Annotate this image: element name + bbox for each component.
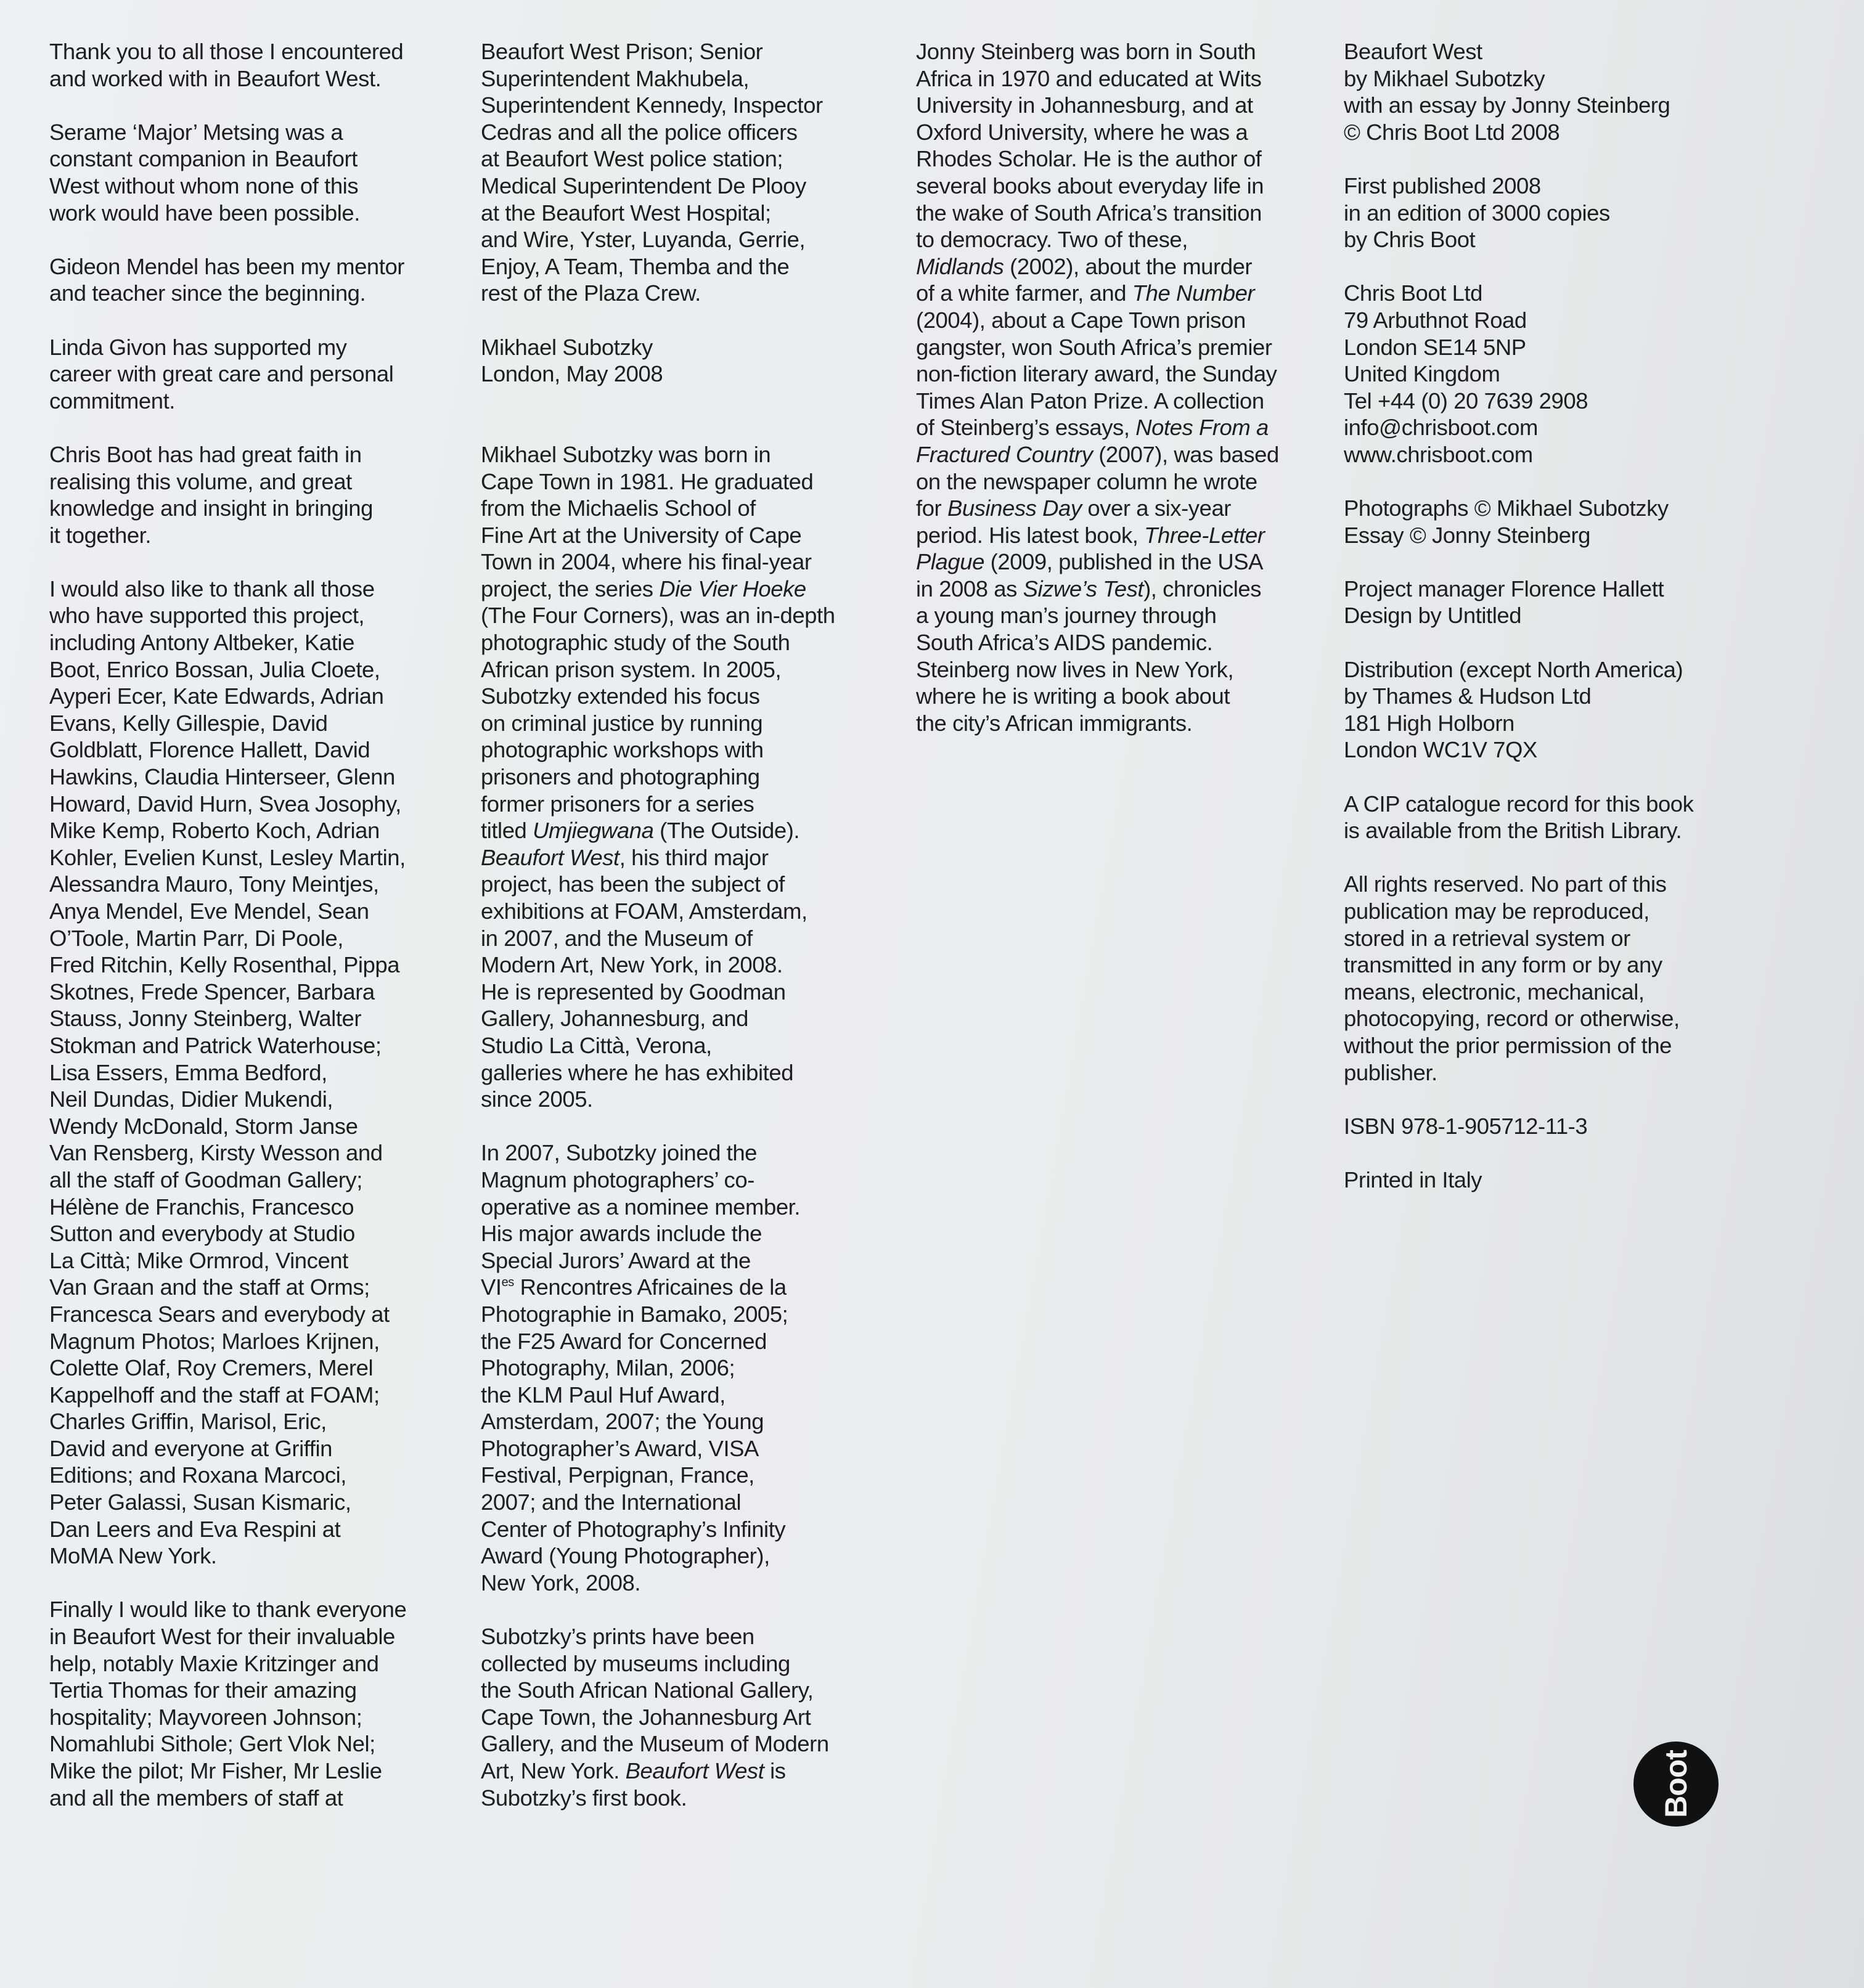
ack-paragraph-3: Gideon Mendel has been my mentor and teacher since the beginning. <box>49 253 405 306</box>
italic-three-letter-plague: Three-Letter Plague <box>916 522 1265 575</box>
bio3-text-a: Subotzky’s prints have been collected by museums including the South African National Gallery, Cape Town, the Johannesburg Art Gallery, and the Museum of Modern Art, New York. <box>481 1624 829 1783</box>
edition-info: First published 2008 in an edition of 3000 copies by Chris Boot <box>1344 173 1610 253</box>
acknowledgements-column <box>49 38 444 1811</box>
signature-place-date: London, May 2008 <box>481 361 663 387</box>
italic-midlands: Midlands <box>916 253 1004 279</box>
italic-notes-from-a-fractured-country: Notes From a Fractured Country <box>916 415 1269 467</box>
acknowledgements-continued-column <box>481 38 875 1811</box>
ack-continuation: Beaufort West Prison; Senior Superintendent Makhubela, Superintendent Kennedy, Inspector Cedras and all the police officers at Beaufort West police station; Medical Superintendent De Plooy at the Beaufort West Hospital; and Wire, Yster, Luyanda, Gerrie, Enjoy, A Team, Themba and the rest of the Plaza Crew. <box>481 39 823 306</box>
bio1-italic-beaufort-west: Beaufort West <box>481 844 619 870</box>
production-credits: Project manager Florence Hallett Design by Untitled <box>1344 576 1664 629</box>
boot-publisher-logo <box>1633 1742 1719 1827</box>
steinberg-text-c: (2004), about a Cape Town prison gangster, won South Africa’s premier non-fiction literary award, the Sunday Times Alan Paton Prize. A collection of Steinberg’s essays, <box>916 307 1277 441</box>
signature-name: Mikhael Subotzky <box>481 334 653 360</box>
ack-paragraph-1: Thank you to all those I encountered and worked with in Beaufort West. <box>49 39 404 91</box>
steinberg-text-e: over a six-year period. His latest book, <box>916 495 1231 548</box>
steinberg-bio-paragraph <box>916 38 1310 736</box>
bio1-text-a: Mikhael Subotzky was born in Cape Town in 1981. He graduated from the Michaelis School of Fine Art at the University of Cape Town in 2004, where his final-year project, the series <box>481 441 814 601</box>
boot-logo-text: Boot <box>1659 1750 1693 1818</box>
bio3-text-b: is Subotzky’s first book. <box>481 1758 786 1811</box>
bio1-italic-die-vier-hoeke: Die Vier Hoeke <box>659 576 806 601</box>
steinberg-text-d: (2007), was based on the newspaper column he wrote for <box>916 441 1279 521</box>
steinberg-text-b: (2002), about the murder of a white farmer, and <box>916 253 1253 306</box>
steinberg-bio-column <box>916 38 1310 736</box>
bio1-text-b: (The Four Corners), was an in-depth photographic study of the South African prison system. In 2005, Subotzky extended his focus on criminal justice by running photographic workshops with prisoners and photographing former prisoners for a series titled <box>481 603 835 844</box>
publication-details-column <box>1344 38 1837 1194</box>
steinberg-text-g: ), chronicles a young man’s journey through South Africa’s AIDS pandemic. Steinberg now lives in New York, where he is writing a book about the city’s African immigrants. <box>916 576 1262 736</box>
italic-the-number: The Number <box>1132 280 1255 306</box>
isbn: ISBN 978-1-905712-11-3 <box>1344 1113 1588 1139</box>
bio3-italic-beaufort-west: Beaufort West <box>625 1758 764 1783</box>
signature-block <box>481 334 875 388</box>
bio1-text-d: , his third major project, has been the subject of exhibitions at FOAM, Amsterdam, in 2007, and the Museum of Modern Art, New York, in 2008. He is represented by Goodman Gallery, Johannesburg, and Studio La Città, Verona, galleries where he has exhibited since 2005. <box>481 844 807 1112</box>
steinberg-text-a: Jonny Steinberg was born in South Africa in 1970 and educated at Wits University in Johannesburg, and at Oxford University, where he was a Rhodes Scholar. He is the author of several books about everyday life in the wake of South Africa’s transition to democracy. Two of these, <box>916 39 1264 253</box>
publisher-address: Chris Boot Ltd 79 Arbuthnot Road London SE14 5NP United Kingdom Tel +44 (0) 20 7639 2908 info@chrisboot.com www.chrisboot.com <box>1344 280 1588 467</box>
italic-business-day: Business Day <box>947 495 1082 521</box>
ack-paragraph-4: Linda Givon has supported my career with great care and personal commitment. <box>49 334 394 413</box>
ack-paragraph-5: Chris Boot has had great faith in realising this volume, and great knowledge and insight in bringing it together. <box>49 441 373 548</box>
distribution-info: Distribution (except North America) by Thames & Hudson Ltd 181 High Holborn London WC1V 7QX <box>1344 656 1683 763</box>
steinberg-text-f: (2009, published in the USA in 2008 as <box>916 549 1264 601</box>
bio1-italic-umjiegwana: Umjiegwana <box>533 818 654 844</box>
bio1-text-c: (The Outside). <box>660 818 800 844</box>
ack-paragraph-7: Finally I would like to thank everyone in Beaufort West for their invaluable help, notably Maxie Kritzinger and Tertia Thomas for their amazing hospitality; Mayvoreen Johnson; Nomahlubi Sithole; Gert Vlok Nel; Mike the pilot; Mr Fisher, Mr Leslie and all the members of staff at <box>49 1597 407 1811</box>
bio2-text-b: Rencontres Africaines de la Photographie in Bamako, 2005; the F25 Award for Concerned Photography, Milan, 2006; the KLM Paul Huf Award, Amsterdam, 2007; the Young Photographer’s Award, VISA Festival, Perpignan, France, 2007; and the International Center of Photography’s Infinity Award (Young Photographer), New York, 2008. <box>481 1274 788 1595</box>
ack-paragraph-2: Serame ‘Major’ Metsing was a constant companion in Beaufort West without whom none of this work would have been possible. <box>49 119 360 226</box>
copyright-info: Photographs © Mikhael Subotzky Essay © Jonny Steinberg <box>1344 495 1669 548</box>
book-title-block: Beaufort West by Mikhael Subotzky with an essay by Jonny Steinberg © Chris Boot Ltd 2008 <box>1344 39 1670 145</box>
subotzky-bio-paragraph-2 <box>481 1139 875 1596</box>
subotzky-bio-paragraph-3 <box>481 1623 875 1811</box>
cip-notice: A CIP catalogue record for this book is available from the British Library. <box>1344 791 1694 844</box>
printed-in: Printed in Italy <box>1344 1167 1482 1192</box>
ack-paragraph-6: I would also like to thank all those who have supported this project, including Antony Altbeker, Katie Boot, Enrico Bossan, Julia Cloete, Ayperi Ecer, Kate Edwards, Adrian Evans, Kelly Gillespie, David Goldblatt, Florence Hallett, David Hawkins, Claudia Hinterseer, Glenn Howard, David Hurn, Svea Josophy, Mike Kemp, Roberto Koch, Adrian Kohler, Evelien Kunst, Lesley Martin, Alessandra Mauro, Tony Meintjes, Anya Mendel, Eve Mendel, Sean O’Toole, Martin Parr, Di Poole, Fred Ritchin, Kelly Rosenthal, Pippa Skotnes, Frede Spencer, Barbara Stauss, Jonny Steinberg, Walter Stokman and Patrick Waterhouse; Lisa Essers, Emma Bedford, Neil Dundas, Didier Mukendi, Wendy McDonald, Storm Janse Van Rensberg, Kirsty Wesson and all the staff of Goodman Gallery; Hélène de Franchis, Francesco Sutton and everybody at Studio La Città; Mike Ormrod, Vincent Van Graan and the staff at Orms; Francesca Sears and everybody at Magnum Photos; Marloes Krijnen, Colette Olaf, Roy Cremers, Merel Kappelhoff and the staff at FOAM; Charles Griffin, Marisol, Eric, David and everyone at Griffin Editions; and Roxana Marcoci, Peter Galassi, Susan Kismaric, Dan Leers and Eva Respini at MoMA New York. <box>49 576 406 1569</box>
bio2-superscript: es <box>501 1276 514 1290</box>
bio2-text-a: In 2007, Subotzky joined the Magnum photographers’ co- operative as a nominee member. His major awards include the Special Jurors’ Award at the VI <box>481 1140 801 1300</box>
subotzky-bio-paragraph-1 <box>481 441 875 1113</box>
italic-sizwes-test: Sizwe’s Test <box>1023 576 1144 601</box>
rights-notice: All rights reserved. No part of this publication may be reproduced, stored in a retrieval system or transmitted in any form or by any means, electronic, mechanical, photocopying, record or otherwise, without the prior permission of the publisher. <box>1344 871 1680 1085</box>
